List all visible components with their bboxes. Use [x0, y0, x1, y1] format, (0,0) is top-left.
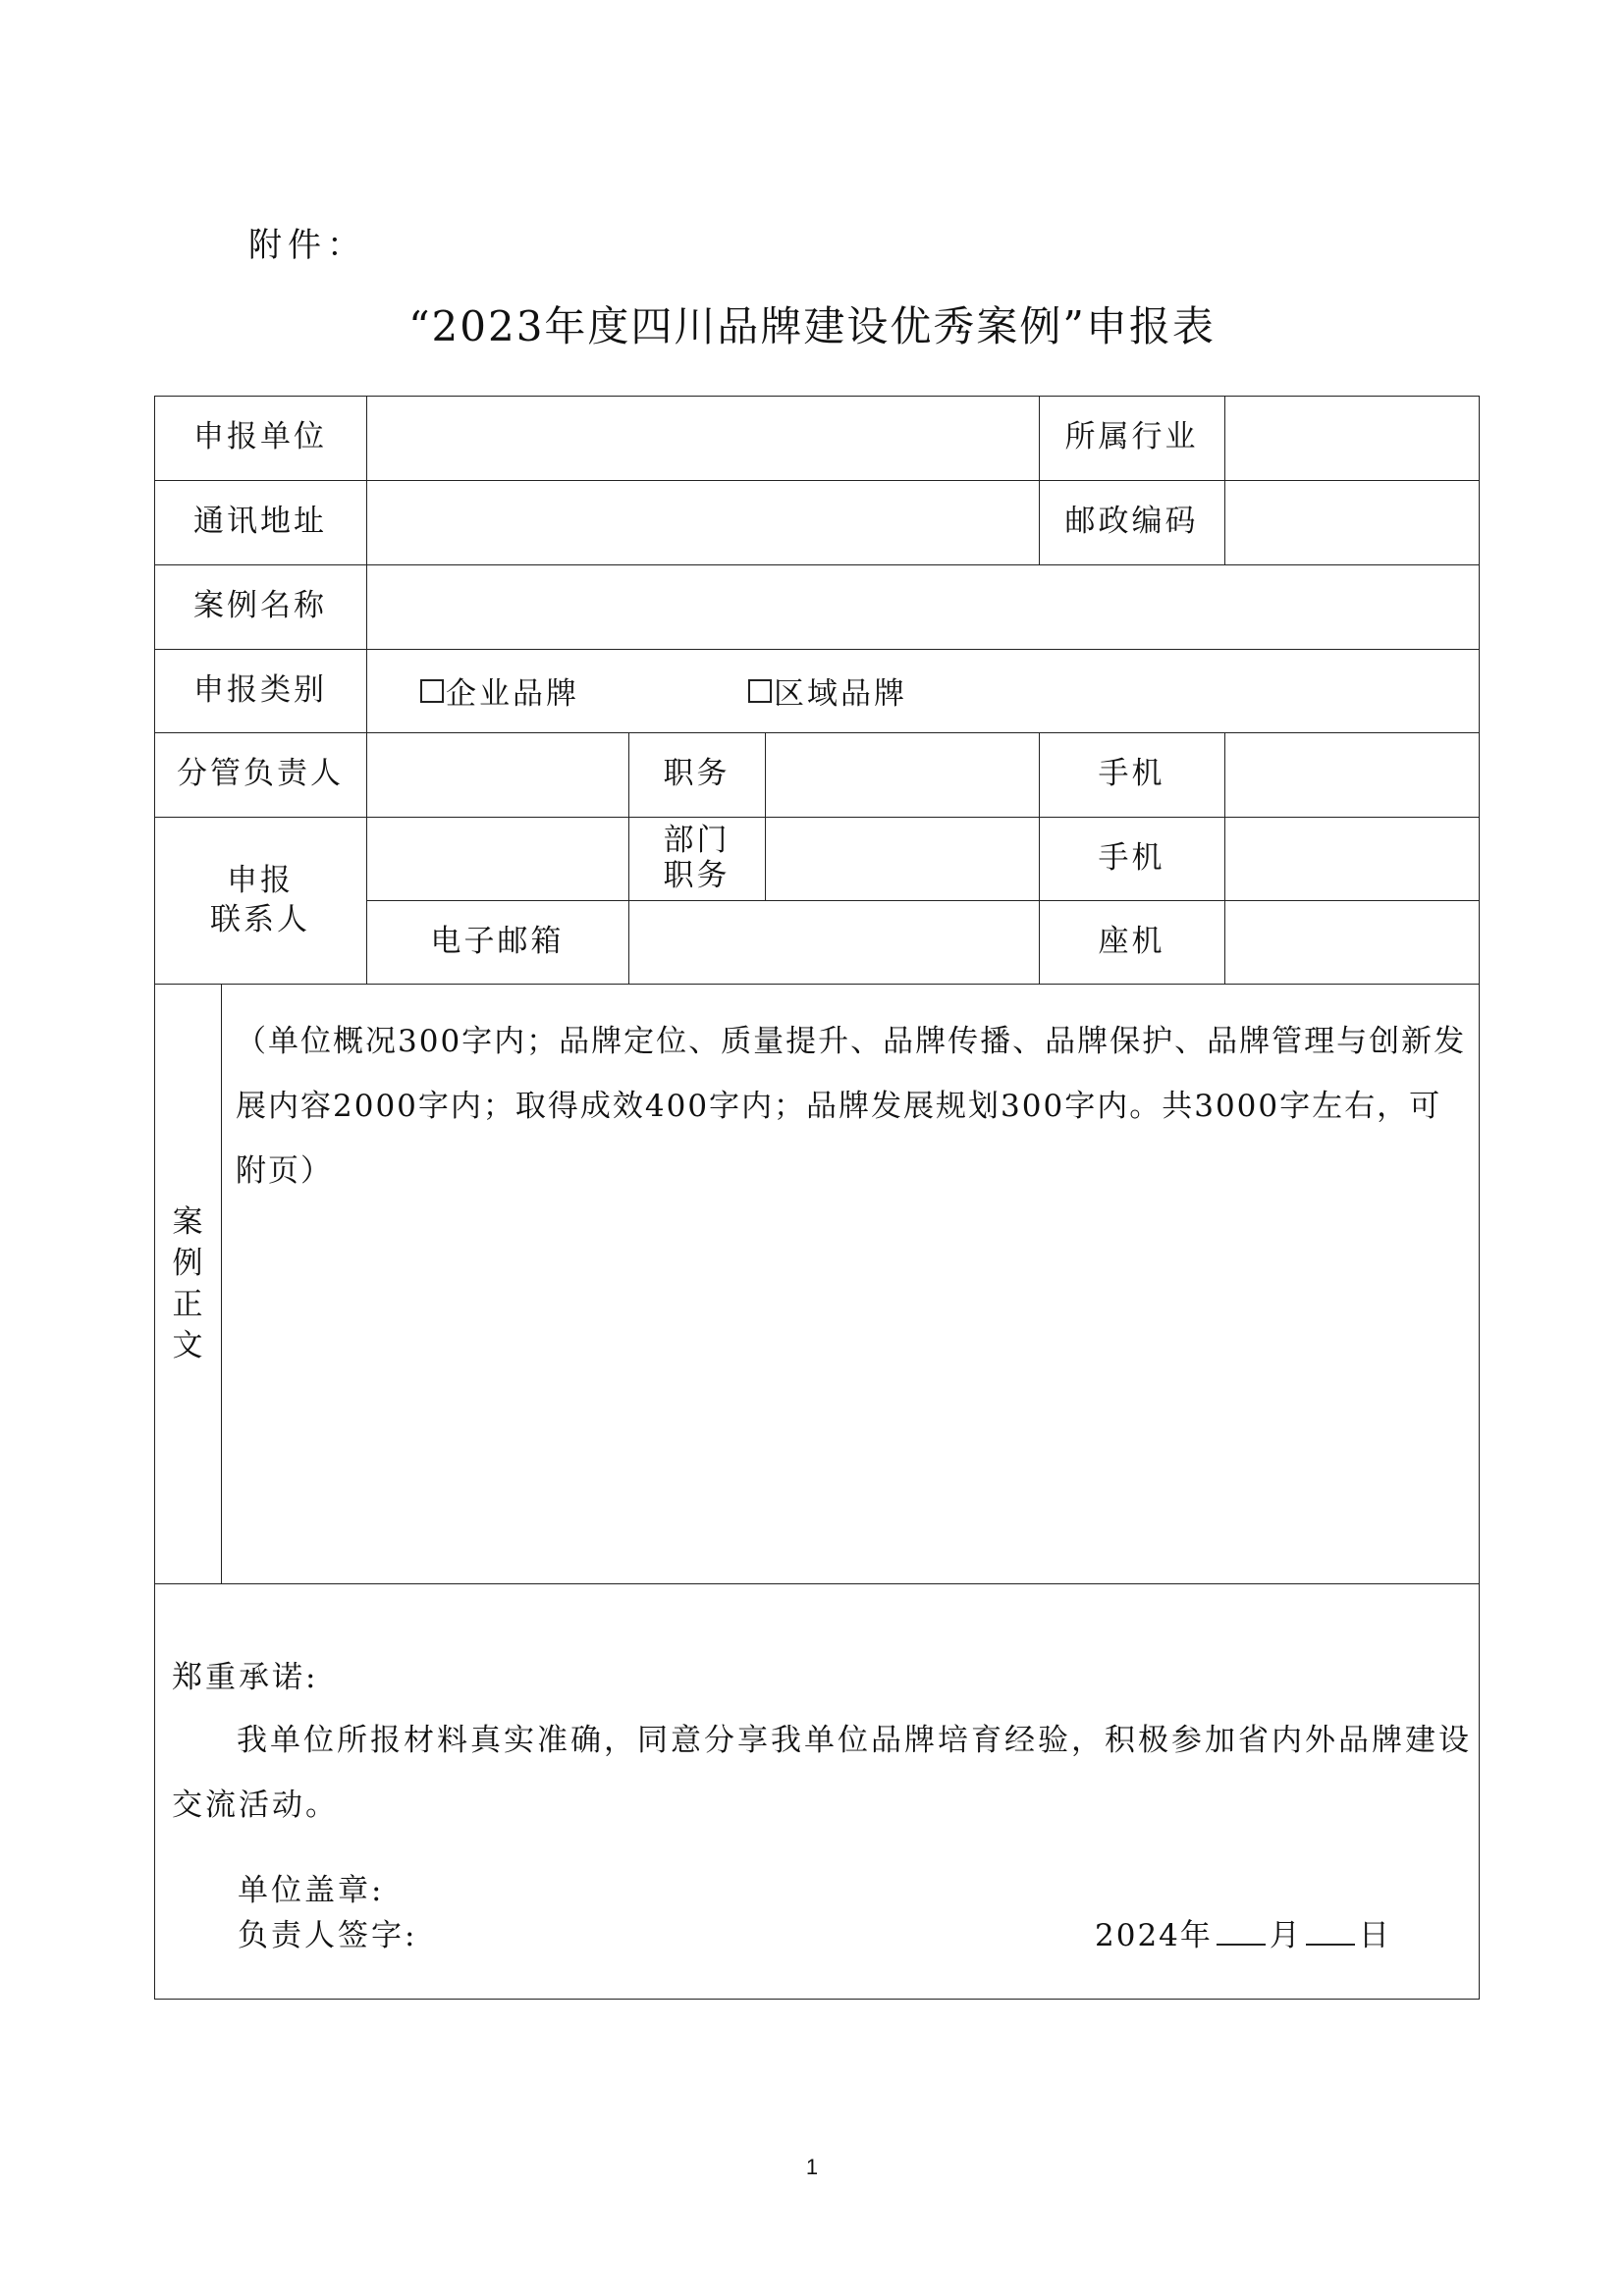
contact-name-field[interactable] [366, 817, 628, 900]
date-year: 2024年 [1095, 1918, 1213, 1953]
case-body-field[interactable]: （单位概况300字内；品牌定位、质量提升、品牌传播、品牌保护、品牌管理与创新发展内容2000字内；取得成效400字内；品牌发展规划300字内。共3000字左右，可附页） [236, 1024, 1467, 1189]
leader-field[interactable] [366, 732, 628, 817]
leader-mobile-label: 手机 [1098, 756, 1165, 792]
contact-label-line1: 申报 [227, 862, 294, 898]
landline-field[interactable] [1224, 900, 1479, 984]
industry-field[interactable] [1224, 396, 1479, 480]
category-option-regional-brand[interactable] [748, 649, 907, 732]
leader-mobile-field[interactable] [1224, 732, 1479, 817]
leader-label: 分管负责人 [177, 756, 344, 792]
month-blank[interactable] [1217, 1916, 1266, 1946]
checkbox-icon[interactable] [748, 679, 772, 703]
page-number: 1 [805, 2155, 819, 2179]
category-option-enterprise-brand[interactable] [420, 649, 579, 732]
landline-label: 座机 [1098, 923, 1165, 959]
case-body-label-char: 例 [172, 1245, 203, 1281]
day-blank[interactable] [1306, 1916, 1355, 1946]
case-body-label [154, 984, 221, 1583]
row-divider [154, 984, 1480, 985]
category-label: 申报类别 [193, 671, 327, 708]
document-title: “2023年度四川品牌建设优秀案例”申报表 [408, 302, 1216, 350]
leader-position-label: 职务 [663, 756, 731, 792]
checkbox-icon[interactable] [420, 679, 444, 703]
attachment-label: 附件： [248, 226, 366, 265]
dept-position-line2: 职务 [663, 857, 731, 893]
postcode-label: 邮政编码 [1064, 504, 1199, 540]
case-body-label-char: 案 [172, 1203, 203, 1240]
seal-label: 单位盖章: [238, 1873, 385, 1908]
dept-position-label [628, 817, 765, 900]
col-divider [221, 984, 222, 1583]
contact-label [154, 817, 366, 984]
case-name-label: 案例名称 [193, 588, 327, 624]
applicant-unit-field[interactable] [366, 396, 1039, 480]
row-divider [154, 1583, 1480, 1584]
table-border-right [1479, 396, 1480, 1999]
case-body-label-char: 正 [172, 1286, 203, 1322]
date-line [1095, 1910, 1391, 1954]
contact-mobile-label: 手机 [1098, 839, 1165, 876]
category-option-label: 区域品牌 [774, 676, 907, 712]
date-month: 月 [1269, 1918, 1302, 1953]
case-name-field[interactable] [366, 564, 1479, 649]
leader-position-field[interactable] [765, 732, 1039, 817]
table-border-bottom [154, 1999, 1480, 2000]
pledge-text: 我单位所报材料真实准确，同意分享我单位品牌培育经验，积极参加省内外品牌建设交流活动。 [172, 1723, 1472, 1823]
applicant-unit-label: 申报单位 [193, 419, 327, 455]
email-label: 电子邮箱 [430, 923, 565, 959]
contact-mobile-field[interactable] [1224, 817, 1479, 900]
signature-label: 负责人签字: [238, 1918, 418, 1953]
address-label: 通讯地址 [193, 504, 327, 540]
pledge-title: 郑重承诺: [172, 1660, 319, 1695]
postcode-field[interactable] [1224, 480, 1479, 564]
case-body-label-char: 文 [172, 1327, 203, 1363]
industry-label: 所属行业 [1064, 419, 1199, 455]
dept-position-line1: 部门 [663, 822, 731, 858]
contact-label-line2: 联系人 [210, 902, 310, 937]
contact-dept-field[interactable] [765, 817, 1039, 900]
date-day: 日 [1358, 1918, 1391, 1953]
category-option-label: 企业品牌 [446, 676, 579, 712]
address-field[interactable] [366, 480, 1039, 564]
email-field[interactable] [628, 900, 1039, 984]
